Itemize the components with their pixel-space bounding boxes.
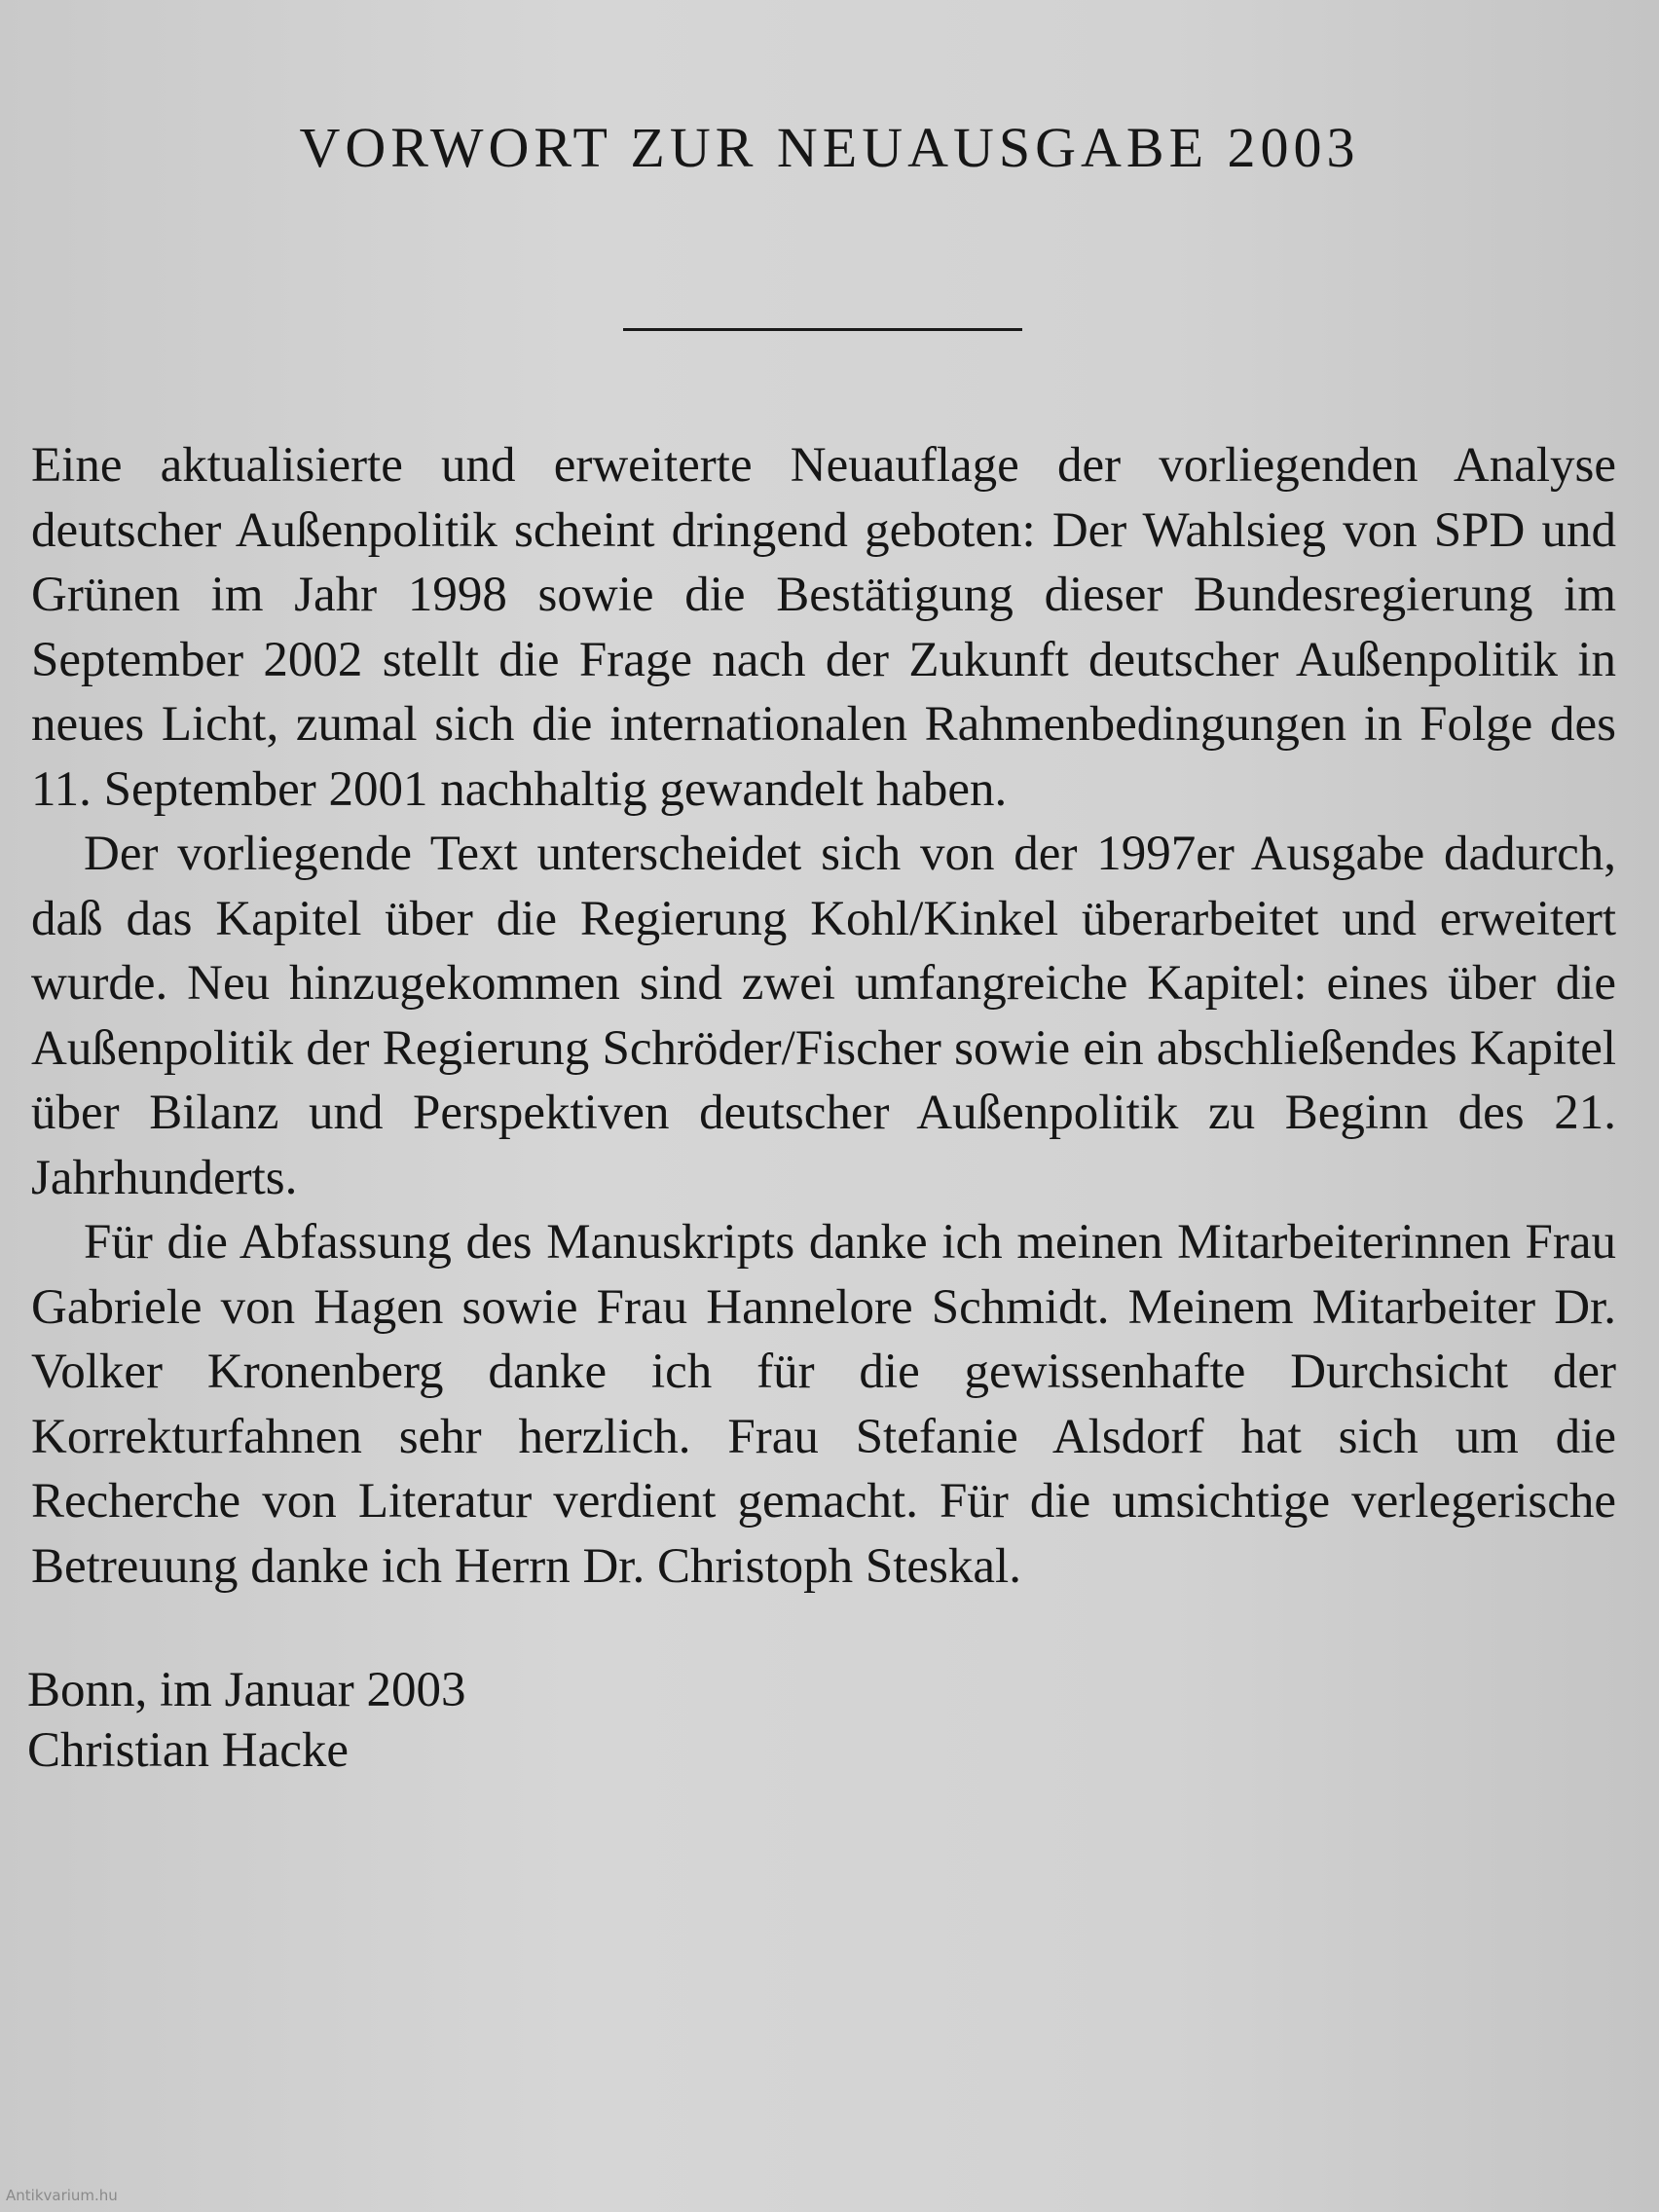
body-text <box>31 433 1616 1599</box>
watermark: Antikvarium.hu <box>6 2187 118 2204</box>
place-date: Bonn, im Januar 2003 <box>27 1663 466 1717</box>
paragraph-2: Der vorliegende Text unterscheidet sich von der 1997er Ausgabe dadurch, daß das Kapitel über die Regierung Kohl/Kinkel überarbeitet und erweitert wurde. Neu hinzugekommen sind zwei umfangreiche Kapitel: eines über die Außenpolitik der Regierung Schröder/Fischer sowie ein abschließendes Kapitel über Bilanz und Perspektiven deutscher Außenpolitik zu Beginn des 21. Jahrhunderts. <box>31 827 1616 1205</box>
title-divider <box>623 328 1022 331</box>
author-name: Christian Hacke <box>27 1723 349 1778</box>
signoff <box>27 1660 465 1781</box>
page-title: VORWORT ZUR NEUAUSGABE 2003 <box>299 116 1360 179</box>
paragraph-1: Eine aktualisierte und erweiterte Neuauflage der vorliegenden Analyse deutscher Außenpolitik scheint dringend geboten: Der Wahlsieg von SPD und Grünen im Jahr 1998 sowie die Bestätigung dieser Bundesregierung im September 2002 stellt die Frage nach der Zukunft deutscher Außenpolitik in neues Licht, zumal sich die internationalen Rahmenbedingungen in Folge des 11. September 2001 nachhaltig gewandelt haben. <box>31 438 1616 817</box>
paragraph-3: Für die Abfassung des Manuskripts danke ich meinen Mitarbeiterinnen Frau Gabriele von Hagen sowie Frau Hannelore Schmidt. Meinem Mitarbeiter Dr. Volker Kronenberg danke ich für die gewissenhafte Durchsicht der Korrekturfahnen sehr herzlich. Frau Stefanie Alsdorf hat sich um die Recherche von Literatur verdient gemacht. Für die umsichtige verlegerische Betreuung danke ich Herrn Dr. Christoph Steskal. <box>31 1215 1616 1594</box>
